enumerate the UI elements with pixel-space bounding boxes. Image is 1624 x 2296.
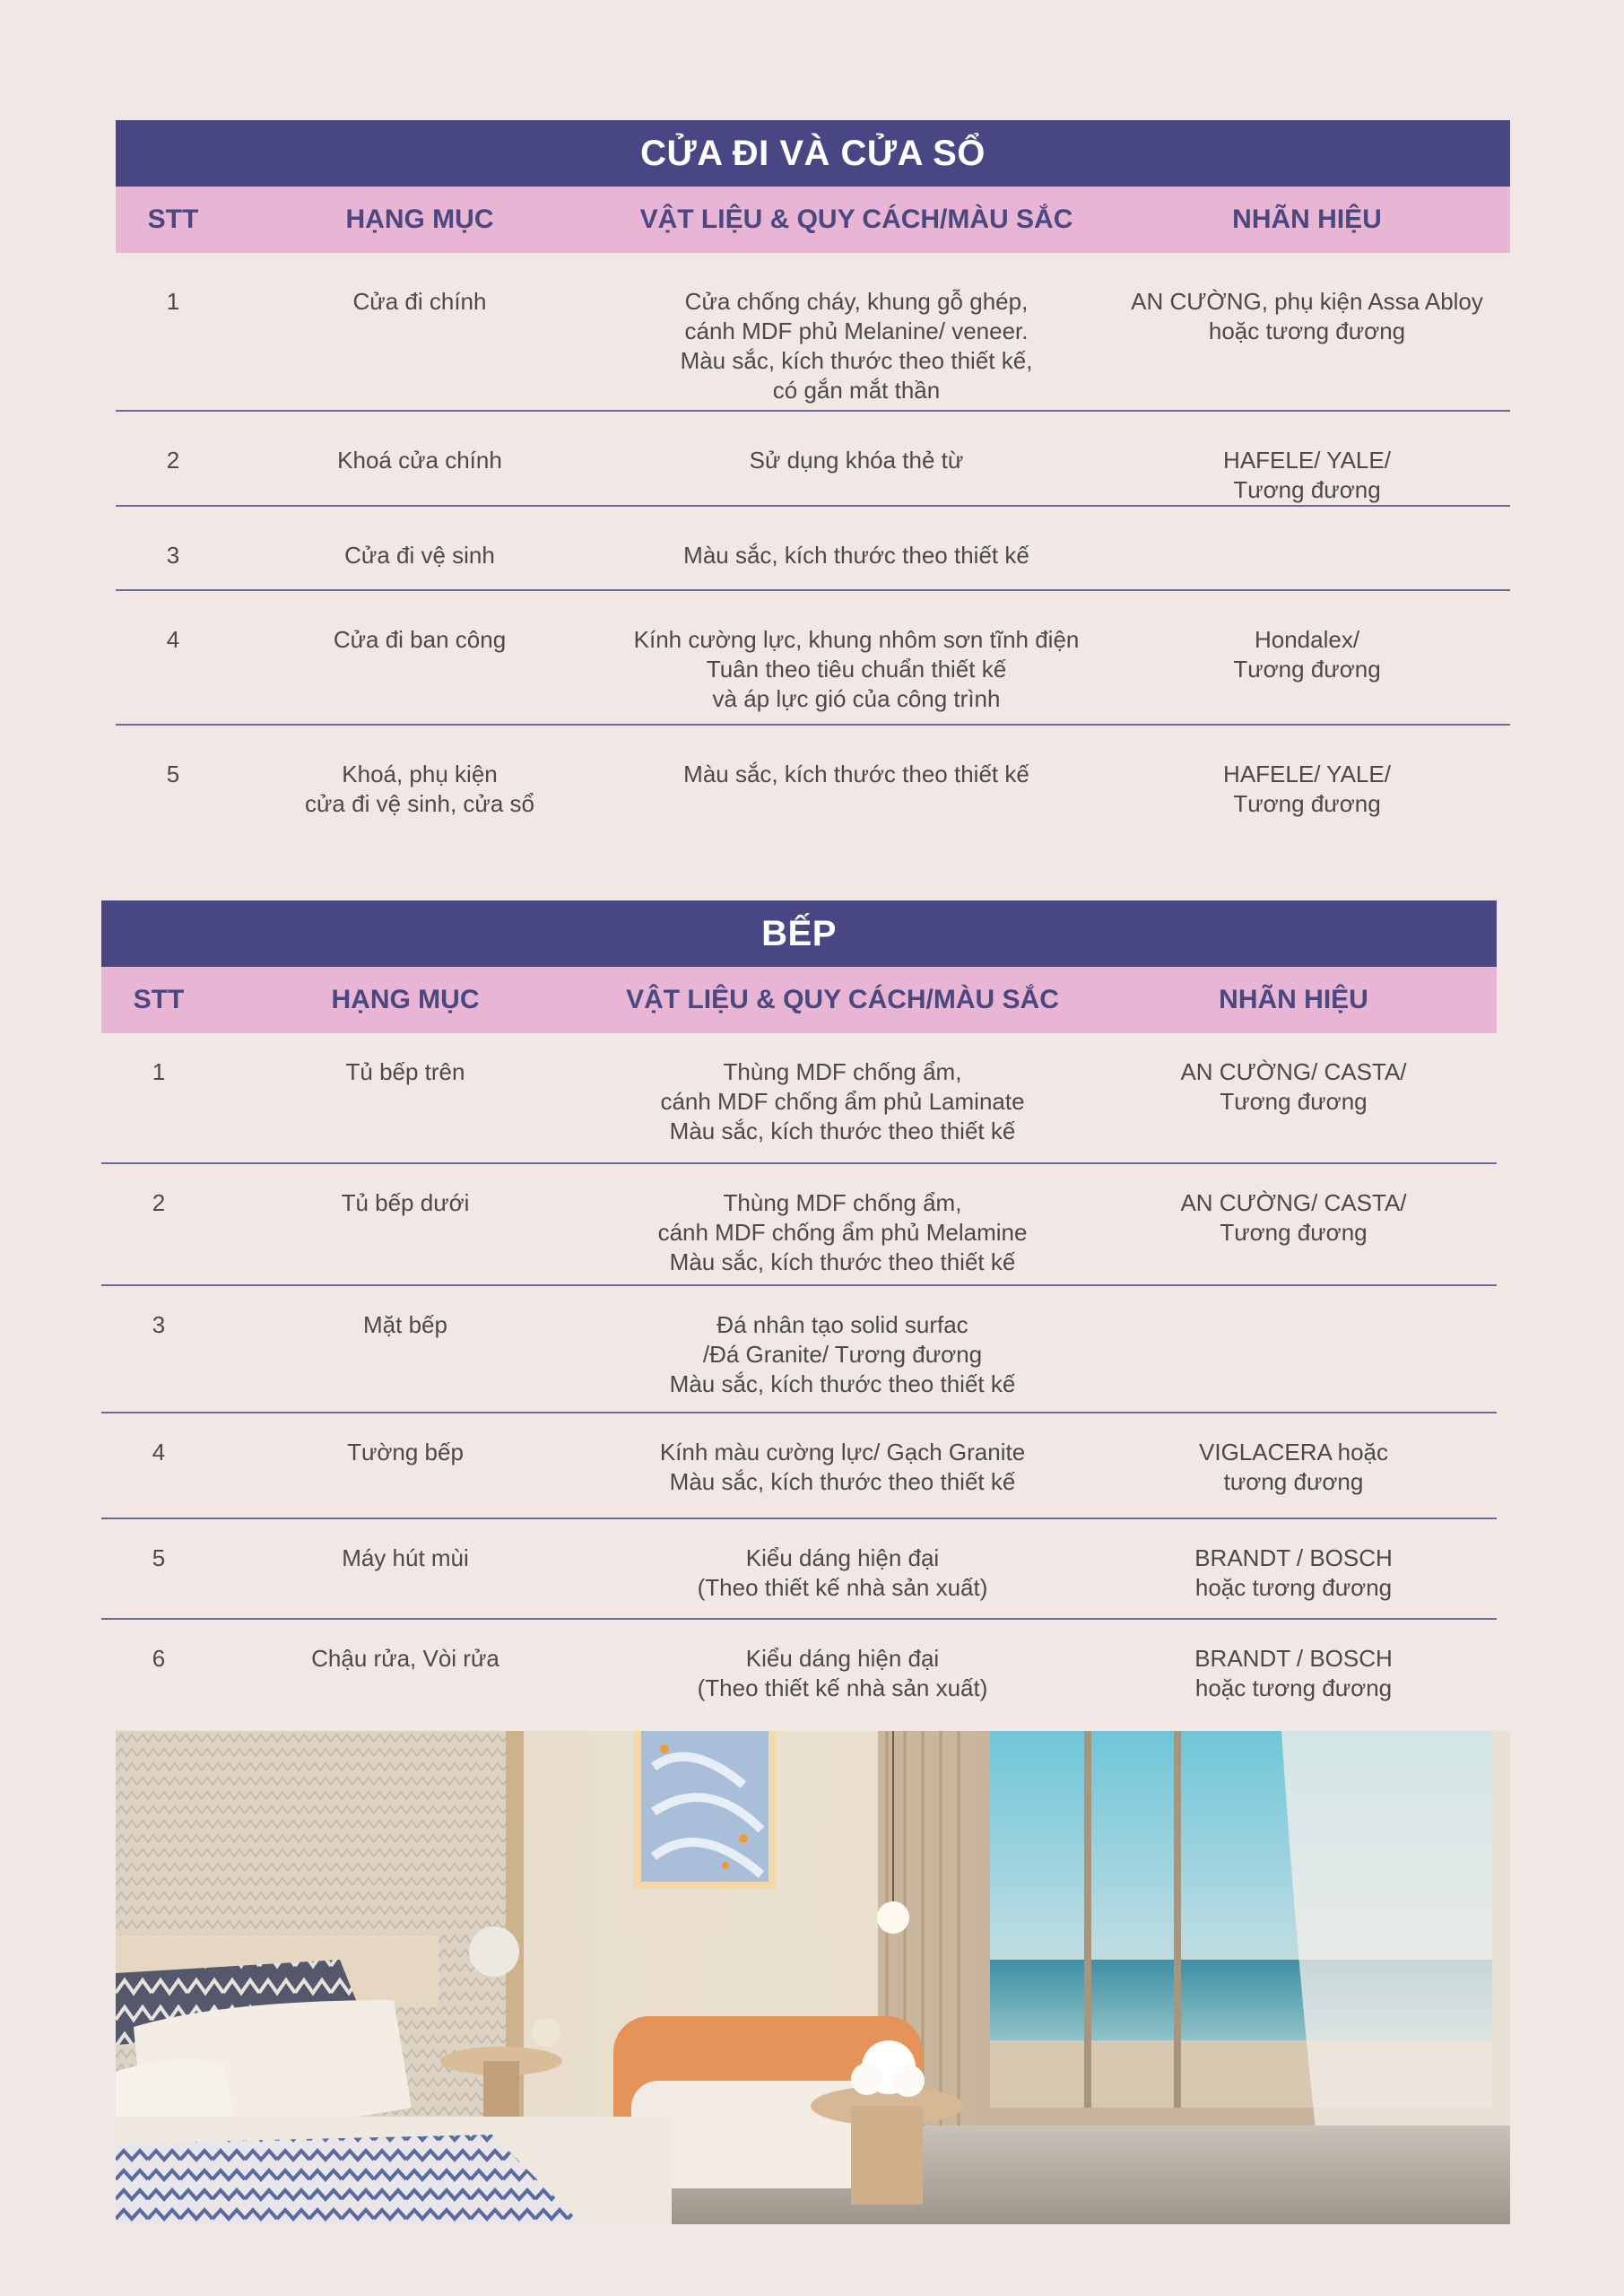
column-header-item: HẠNG MỤC (216, 967, 595, 1033)
table-row (101, 1285, 1497, 1413)
cell-item: Cửa đi vệ sinh (344, 542, 495, 569)
cell-stt: 4 (152, 1439, 166, 1465)
table-row (101, 1033, 1497, 1163)
cell-material: Kiểu dáng hiện đại (Theo thiết kế nhà sản xuất) (697, 1544, 988, 1601)
column-header-material: VẬT LIỆU & QUY CÁCH/MÀU SẮC (609, 187, 1104, 253)
bedroom-photo (116, 1731, 1510, 2224)
cell-item: Cửa đi ban công (333, 626, 507, 653)
cell-stt: 3 (166, 542, 180, 569)
bedroom-illustration (116, 1731, 1510, 2224)
cell-stt: 1 (152, 1058, 166, 1085)
cell-brand: HAFELE/ YALE/ Tương đương (1223, 761, 1391, 817)
column-header-brand: NHÃN HIỆU (1104, 187, 1510, 253)
cell-item: Máy hút mùi (342, 1544, 469, 1571)
cell-stt: 2 (166, 447, 180, 474)
cell-stt: 3 (152, 1311, 166, 1338)
cell-material: Thùng MDF chống ẩm, cánh MDF chống ẩm phủ Melamine Màu sắc, kích thước theo thiết kế (657, 1189, 1028, 1275)
cell-material: Sử dụng khóa thẻ từ (749, 447, 964, 474)
cell-material: Kiểu dáng hiện đại (Theo thiết kế nhà sản xuất) (697, 1645, 988, 1701)
table-row (101, 1163, 1497, 1285)
cell-brand: BRANDT / BOSCH hoặc tương đương (1194, 1544, 1393, 1601)
table-row (116, 253, 1510, 411)
doors-windows-table (116, 120, 1510, 832)
table-row (116, 506, 1510, 590)
column-header-material: VẬT LIỆU & QUY CÁCH/MÀU SẮC (595, 967, 1090, 1033)
cell-brand: Hondalex/ Tương đương (1233, 626, 1381, 683)
cell-material: Đá nhân tạo solid surfac /Đá Granite/ Tương đương Màu sắc, kích thước theo thiết kế (669, 1311, 1016, 1397)
table-title: CỬA ĐI VÀ CỬA SỔ (116, 120, 1510, 187)
cell-stt: 2 (152, 1189, 166, 1216)
cell-brand: HAFELE/ YALE/ Tương đương (1223, 447, 1391, 503)
table-row (116, 411, 1510, 506)
table-row (101, 1413, 1497, 1518)
cell-material: Màu sắc, kích thước theo thiết kế (683, 761, 1029, 787)
cell-stt: 5 (152, 1544, 166, 1571)
cell-material: Thùng MDF chống ẩm, cánh MDF chống ẩm phủ Laminate Màu sắc, kích thước theo thiết kế (660, 1058, 1025, 1144)
cell-brand: AN CƯỜNG/ CASTA/ Tương đương (1180, 1189, 1407, 1246)
kitchen-table (101, 900, 1497, 1721)
column-header-stt: STT (116, 187, 230, 253)
cell-material: Kính màu cường lực/ Gạch Granite Màu sắc, kích thước theo thiết kế (659, 1439, 1026, 1495)
table-row (116, 725, 1510, 832)
column-header-item: HẠNG MỤC (230, 187, 609, 253)
cell-item: Mặt bếp (363, 1311, 447, 1338)
table-row (101, 1518, 1497, 1619)
cell-brand: VIGLACERA hoặc tương đương (1199, 1439, 1388, 1495)
table-row (116, 590, 1510, 725)
cell-item: Tủ bếp trên (345, 1058, 465, 1085)
cell-item: Chậu rửa, Vòi rửa (311, 1645, 499, 1672)
cell-item: Tủ bếp dưới (341, 1189, 470, 1216)
cell-brand (1090, 1285, 1497, 1413)
cell-material: Cửa chống cháy, khung gỗ ghép, cánh MDF phủ Melanine/ veneer. Màu sắc, kích thước theo thiết kế, có gắn mắt thần (680, 288, 1033, 404)
cell-item: Cửa đi chính (352, 288, 487, 315)
cell-stt: 4 (166, 626, 180, 653)
cell-material: Màu sắc, kích thước theo thiết kế (683, 542, 1029, 569)
cell-material: Kính cường lực, khung nhôm sơn tĩnh điện Tuân theo tiêu chuẩn thiết kế và áp lực gió của công trình (633, 626, 1080, 712)
cell-stt: 5 (166, 761, 180, 787)
column-header-brand: NHÃN HIỆU (1090, 967, 1497, 1033)
cell-brand: AN CƯỜNG, phụ kiện Assa Abloy hoặc tương đương (1131, 288, 1483, 344)
cell-brand: BRANDT / BOSCH hoặc tương đương (1194, 1645, 1393, 1701)
column-header-stt: STT (101, 967, 216, 1033)
cell-stt: 6 (152, 1645, 166, 1672)
cell-brand: AN CƯỜNG/ CASTA/ Tương đương (1180, 1058, 1407, 1115)
cell-item: Khoá, phụ kiện cửa đi vệ sinh, cửa sổ (305, 761, 534, 817)
cell-stt: 1 (166, 288, 180, 315)
cell-item: Tường bếp (347, 1439, 464, 1465)
cell-item: Khoá cửa chính (337, 447, 502, 474)
table-row (101, 1619, 1497, 1721)
table-title: BẾP (101, 900, 1497, 967)
cell-brand (1104, 506, 1510, 590)
